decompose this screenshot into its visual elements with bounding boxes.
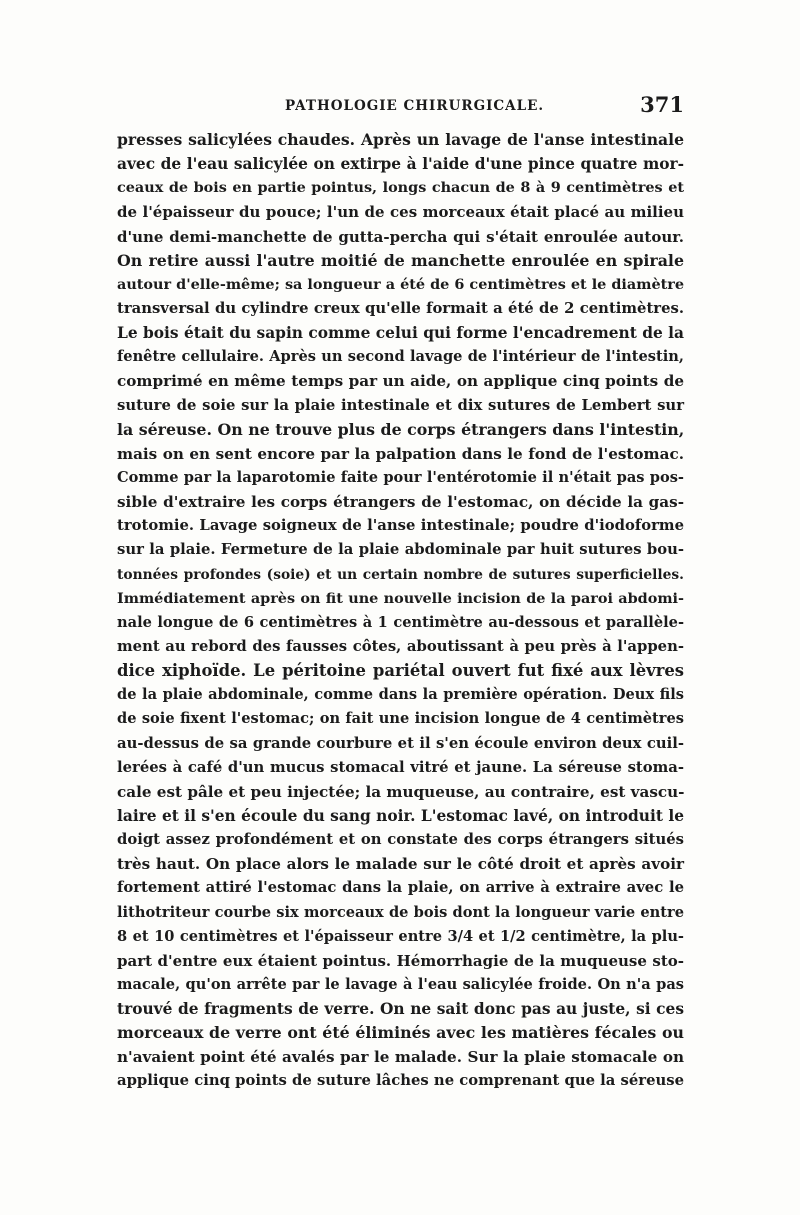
text-line: 8 et 10 centimètres et l'épaisseur entre 3/4 et 1/2 centimètre, la plu- [117, 927, 684, 945]
text-line: nale longue de 6 centimètres à 1 centimètre au-dessous et parallèle- [117, 613, 684, 631]
text-line: cale est pâle et peu injectée; la muqueuse, au contraire, est vascu- [117, 782, 685, 801]
text-line: sible d'extraire les corps étrangers de l'estomac, on décide la gas- [117, 493, 684, 512]
text-line: presses salicylées chaudes. Après un lavage de l'anse intestinale [117, 130, 684, 149]
text-line: morceaux de verre ont été éliminés avec les matières fécales ou [117, 1023, 684, 1043]
text-line: On retire aussi l'autre moitié de manchette enroulée en spirale [117, 250, 684, 270]
running-head [117, 92, 684, 122]
text-line: de soie fixent l'estomac; on fait une incision longue de 4 centimètres [117, 710, 684, 728]
text-line: ceaux de bois en partie pointus, longs chacun de 8 à 9 centimètres et [117, 179, 684, 197]
text-line: de la plaie abdominale, comme dans la première opération. Deux fils [117, 686, 684, 704]
text-line: tonnées profondes (soie) et un certain nombre de sutures superficielles. [117, 566, 684, 583]
text-line: la séreuse. On ne trouve plus de corps étrangers dans l'intestin, [117, 419, 685, 439]
text-line: lithotriteur courbe six morceaux de bois dont la longueur varie entre [117, 903, 684, 921]
text-line: part d'entre eux étaient pointus. Hémorrhagie de la muqueuse sto- [117, 951, 684, 970]
text-line: Le bois était du sapin comme celui qui forme l'encadrement de la [117, 324, 684, 343]
text-line: ment au rebord des fausses côtes, aboutissant à peu près à l'appen- [117, 637, 684, 655]
text-line: Comme par la laparotomie faite pour l'entérotomie il n'était pas pos- [117, 468, 684, 486]
body-text [117, 128, 684, 1094]
page-number: 371 [640, 92, 684, 117]
text-line: mais on en sent encore par la palpation dans le fond de l'estomac. [117, 444, 684, 463]
running-head-title: PATHOLOGIE CHIRURGICALE. [285, 98, 545, 114]
text-line: fortement attiré l'estomac dans la plaie, on arrive à extraire avec le [117, 879, 684, 897]
text-line: fenêtre cellulaire. Après un second lavage de l'intérieur de l'intestin, [117, 348, 684, 366]
text-line: laire et il s'en écoule du sang noir. L'estomac lavé, on introduit le [117, 806, 684, 825]
text-line: autour d'elle-même; sa longueur a été de 6 centimètres et le diamètre [117, 275, 684, 293]
text-line: trouvé de fragments de verre. On ne sait donc pas au juste, si ces [117, 1000, 684, 1019]
text-line: avec de l'eau salicylée on extirpe à l'aide d'une pince quatre mor- [117, 155, 684, 174]
text-line: transversal du cylindre creux qu'elle formait a été de 2 centimètres. [117, 299, 684, 317]
text-line: lerées à café d'un mucus stomacal vitré et jaune. La séreuse stoma- [117, 758, 684, 776]
text-line: au-dessus de sa grande courbure et il s'en écoule environ deux cuil- [117, 734, 684, 752]
text-line: suture de soie sur la plaie intestinale et dix sutures de Lembert sur [117, 396, 684, 414]
text-line: n'avaient point été avalés par le malade. Sur la plaie stomacale on [117, 1048, 684, 1067]
text-line: trotomie. Lavage soigneux de l'anse intestinale; poudre d'iodoforme [117, 517, 684, 535]
text-line: Immédiatement après on fit une nouvelle incision de la paroi abdomi- [117, 589, 684, 607]
text-line: dice xiphoïde. Le péritoine pariétal ouvert fut fixé aux lèvres [117, 661, 684, 681]
text-line: macale, qu'on arrête par le lavage à l'eau salicylée froide. On n'a pas [117, 975, 684, 993]
text-line: de l'épaisseur du pouce; l'un de ces morceaux était placé au milieu [117, 203, 684, 222]
text-line: sur la plaie. Fermeture de la plaie abdominale par huit sutures bou- [117, 541, 684, 559]
text-line: comprimé en même temps par un aide, on applique cinq points de [117, 372, 684, 391]
text-line: applique cinq points de suture lâches ne comprenant que la séreuse [117, 1072, 684, 1090]
text-line: d'une demi-manchette de gutta-percha qui s'était enroulée autour. [117, 227, 684, 246]
text-line: très haut. On place alors le malade sur le côté droit et après avoir [117, 855, 684, 874]
text-line: doigt assez profondément et on constate des corps étrangers situés [117, 831, 684, 849]
